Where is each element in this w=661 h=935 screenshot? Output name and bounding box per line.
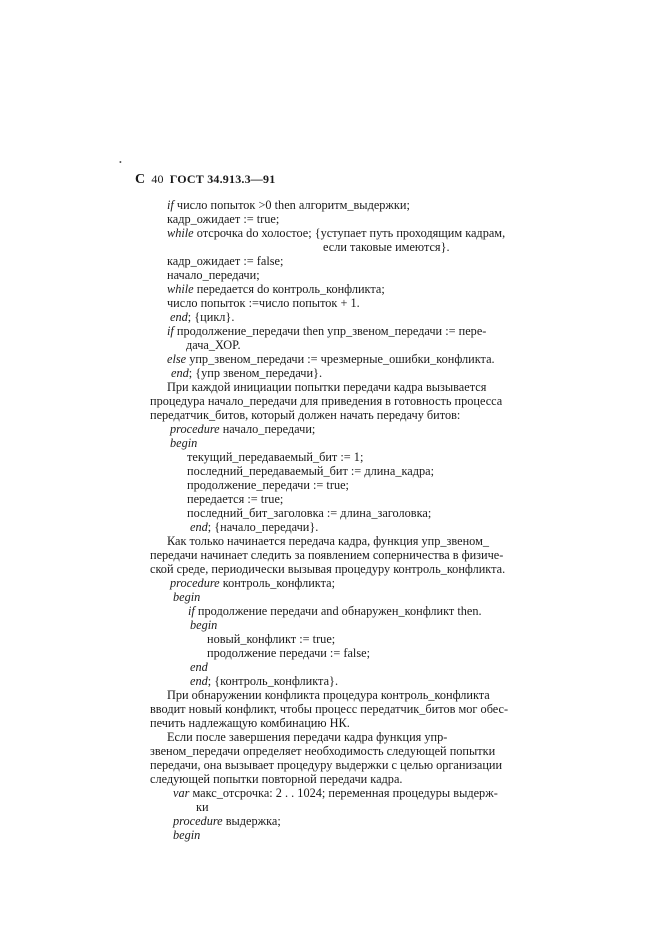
text-line [150,394,502,408]
text-line [167,282,385,296]
text-line [150,758,502,772]
text-line [190,674,338,688]
keyword: end [171,366,189,380]
text-line [173,814,281,828]
line-text: текущий_передаваемый_бит := 1; [187,450,364,464]
text-line [187,506,431,520]
line-text: ; {контроль_конфликта}. [207,674,339,688]
keyword: procedure [173,814,223,828]
line-text: передается := true; [187,492,284,506]
line-text: макс_отсрочка: 2 . . 1024; переменная процедуры выдерж- [189,786,498,800]
text-line [170,576,335,590]
text-line [167,688,490,702]
keyword: end [170,310,188,324]
keyword: begin [173,828,201,842]
text-line [167,324,486,338]
text-line [167,254,283,268]
line-text: Как только начинается передача кадра, функция упр_звеном_ [167,534,490,548]
line-text: число попыток :=число попыток + 1. [167,296,360,310]
line-text: выдержка; [222,814,281,828]
line-text: процедура начало_передачи для приведения в готовность процесса [150,394,503,408]
line-text: следующей попытки повторной передачи кадра. [150,772,403,786]
text-line [150,548,503,562]
text-line [173,828,200,842]
line-text: вводит новый конфликт, чтобы процесс передатчик_битов мог обес- [150,702,509,716]
text-line [167,212,279,226]
keyword: var [173,786,190,800]
header-mark: С [135,172,146,187]
text-line [150,716,350,730]
keyword: while [167,226,194,240]
line-text: звеном_передачи определяет необходимость следующей попытки [150,744,496,758]
line-text: начало_передачи; [167,268,260,282]
text-line [167,296,360,310]
line-text: кадр_ожидает := true; [167,212,280,226]
line-text: ; {начало_передачи}. [207,520,319,534]
text-line [167,226,505,240]
text-line [207,646,370,660]
keyword: while [167,282,194,296]
text-line [187,478,349,492]
keyword: end [190,520,208,534]
line-text: отсрочка do холостое; {уступает путь проходящим кадрам, [193,226,506,240]
text-line [171,366,322,380]
text-line [190,660,208,674]
text-line [167,534,489,548]
text-line [167,198,410,212]
text-line [170,422,315,436]
line-text: упр_звеном_передачи := чрезмерные_ошибки_конфликта. [186,352,495,366]
text-line [170,436,197,450]
text-line [196,800,209,814]
line-text: продолжение_передачи then упр_звеном_передачи := пере- [173,324,487,338]
text-line [323,240,450,254]
text-line [173,786,498,800]
line-text: передачи начинает следить за появлением соперничества в физиче- [150,548,504,562]
keyword: begin [190,618,218,632]
keyword: begin [170,436,198,450]
line-text: передается do контроль_конфликта; [193,282,385,296]
page-header [135,172,275,188]
line-text: дача_ХОР. [186,338,241,352]
keyword: procedure [170,576,220,590]
line-text: ; {упр звеном_передачи}. [188,366,323,380]
line-text: печить надлежащую комбинацию НК. [150,716,350,730]
text-line [150,772,403,786]
text-line [188,604,482,618]
text-line [167,730,447,744]
text-line [150,744,495,758]
standard-title: ГОСТ 34.913.3—91 [169,172,276,186]
text-line [190,618,217,632]
line-text: продолжение передачи := false; [207,646,370,660]
text-line [170,310,234,324]
keyword: begin [173,590,201,604]
line-text: контроль_конфликта; [219,576,336,590]
text-line [167,380,486,394]
line-text: новый_конфликт := true; [207,632,336,646]
text-line [167,268,260,282]
keyword: end [190,660,208,674]
line-text: последний_передаваемый_бит := длина_кадра; [187,464,435,478]
line-text: число попыток >0 then алгоритм_выдержки; [173,198,410,212]
line-text: продолжение_передачи := true; [187,478,349,492]
line-text: продолжение передачи and обнаружен_конфликт then. [194,604,482,618]
line-text: ской среде, периодически вызывая процедуру контроль_конфликта. [150,562,506,576]
keyword: if [167,324,174,338]
text-line [150,562,505,576]
line-text: ; {цикл}. [187,310,235,324]
line-text: кадр_ожидает := false; [167,254,284,268]
text-line [187,450,363,464]
line-text: начало_передачи; [219,422,316,436]
line-text: При каждой инициации попытки передачи кадра вызывается [167,380,487,394]
text-line [187,492,283,506]
line-text: При обнаружении конфликта процедура контроль_конфликта [167,688,490,702]
line-text: Если после завершения передачи кадра функция упр- [167,730,448,744]
keyword: if [167,198,174,212]
text-line [187,464,434,478]
text-line [167,352,495,366]
text-line [190,520,318,534]
keyword: end [190,674,208,688]
keyword: else [167,352,187,366]
line-text: ки [196,800,209,814]
line-text: передатчик_битов, который должен начать передачу битов: [150,408,461,422]
line-text: если таковые имеются}. [323,240,450,254]
text-line [173,590,200,604]
text-line [207,632,335,646]
text-line [186,338,241,352]
line-text: последний_бит_заголовка := длина_заголовка; [187,506,432,520]
page-number: 40 [151,172,164,186]
line-text: передачи, она вызывает процедуру выдержки с целью организации [150,758,503,772]
scan-speck: • [119,158,122,167]
text-line [150,408,460,422]
keyword: if [188,604,195,618]
text-line [150,702,508,716]
keyword: procedure [170,422,220,436]
